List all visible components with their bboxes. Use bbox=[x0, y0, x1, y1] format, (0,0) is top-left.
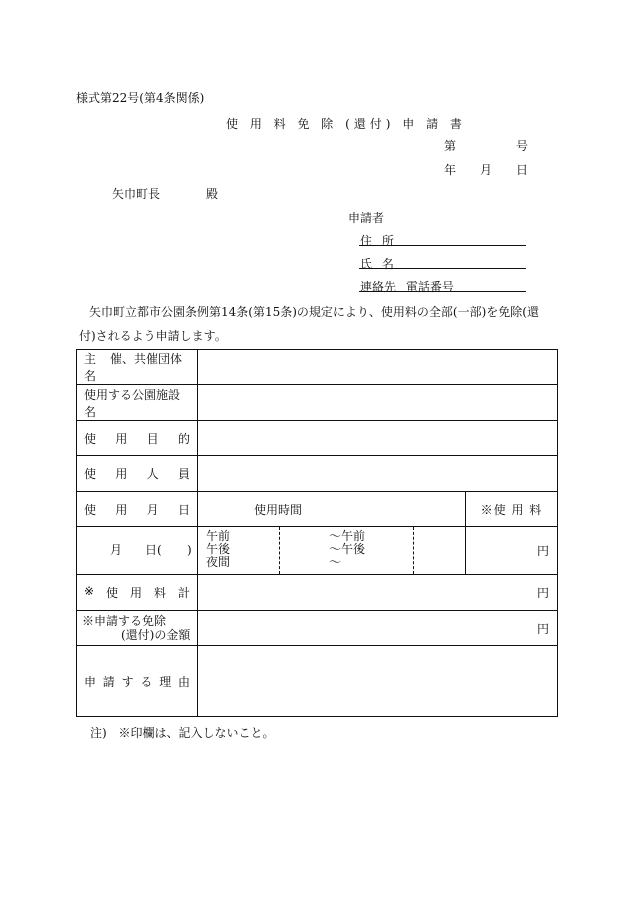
fee-header: ※使 用 料 bbox=[466, 492, 558, 527]
exempt-amount-yen[interactable]: 円 bbox=[198, 611, 558, 646]
time-header: 使用時間 bbox=[198, 492, 466, 527]
addressee-name: 矢巾町長 bbox=[112, 187, 161, 201]
organizer-label: 主 催、共催団体名 bbox=[77, 350, 198, 385]
applicant-label: 申請者 bbox=[348, 211, 385, 225]
fee-value-yen[interactable]: 円 bbox=[466, 527, 558, 575]
reason-label: 申 請 す る 理 由 bbox=[77, 646, 198, 717]
contact-underline bbox=[359, 291, 526, 292]
name-underline bbox=[359, 268, 526, 269]
purpose-value[interactable] bbox=[198, 421, 558, 456]
doc-number-suffix: 号 bbox=[516, 139, 529, 153]
address-underline bbox=[359, 245, 526, 246]
addressee-honorific: 殿 bbox=[206, 187, 219, 201]
date-year: 年 bbox=[444, 163, 457, 177]
footnote: 注) ※印欄は、記入しないこと。 bbox=[90, 726, 275, 740]
row-purpose bbox=[77, 421, 558, 456]
date-month: 月 bbox=[480, 163, 493, 177]
row-total-fee bbox=[77, 575, 558, 611]
people-value[interactable] bbox=[198, 456, 558, 492]
month-day-cell[interactable]: 月 日( ) bbox=[77, 527, 198, 575]
application-table bbox=[76, 349, 558, 717]
total-fee-yen[interactable]: 円 bbox=[198, 575, 558, 611]
time-divider-2 bbox=[413, 527, 414, 574]
facility-label: 使用する公園施設名 bbox=[77, 385, 198, 421]
date-day: 日 bbox=[516, 163, 529, 177]
row-reason bbox=[77, 646, 558, 717]
body-text-line2: 付)されるよう申請します。 bbox=[79, 329, 227, 343]
people-label: 使 用 人 員 bbox=[77, 456, 198, 492]
times-cell[interactable]: 午前 午後 夜間 〜午前 〜午後 〜 bbox=[198, 527, 466, 575]
row-facility bbox=[77, 385, 558, 421]
applicant-contact-label: 連絡先 電話番号 bbox=[360, 280, 454, 294]
row-organizer bbox=[77, 350, 558, 385]
date-label: 使 用 月 日 bbox=[77, 492, 198, 527]
form-number: 様式第22号(第4条関係) bbox=[76, 91, 205, 105]
row-header-date-time bbox=[77, 492, 558, 527]
purpose-label: 使 用 目 的 bbox=[77, 421, 198, 456]
exempt-amount-label: ※申請する免除 (還付)の金額 bbox=[77, 611, 198, 646]
applicant-address-label: 住 所 bbox=[360, 234, 394, 248]
row-exempt-amount bbox=[77, 611, 558, 646]
reason-value[interactable] bbox=[198, 646, 558, 717]
document-title: 使 用 料 免 除 (還付) 申 請 書 bbox=[226, 117, 466, 131]
doc-number-prefix: 第 bbox=[444, 139, 457, 153]
facility-value[interactable] bbox=[198, 385, 558, 421]
organizer-value[interactable] bbox=[198, 350, 558, 385]
total-fee-label: ※ 使 用 料 計 bbox=[77, 575, 198, 611]
applicant-name-label: 氏 名 bbox=[360, 257, 394, 271]
time-divider-1 bbox=[279, 527, 280, 574]
row-usage-times bbox=[77, 527, 558, 575]
body-text-line1: 矢巾町立都市公園条例第14条(第15条)の規定により、使用料の全部(一部)を免除(還 bbox=[89, 305, 539, 319]
row-people bbox=[77, 456, 558, 492]
